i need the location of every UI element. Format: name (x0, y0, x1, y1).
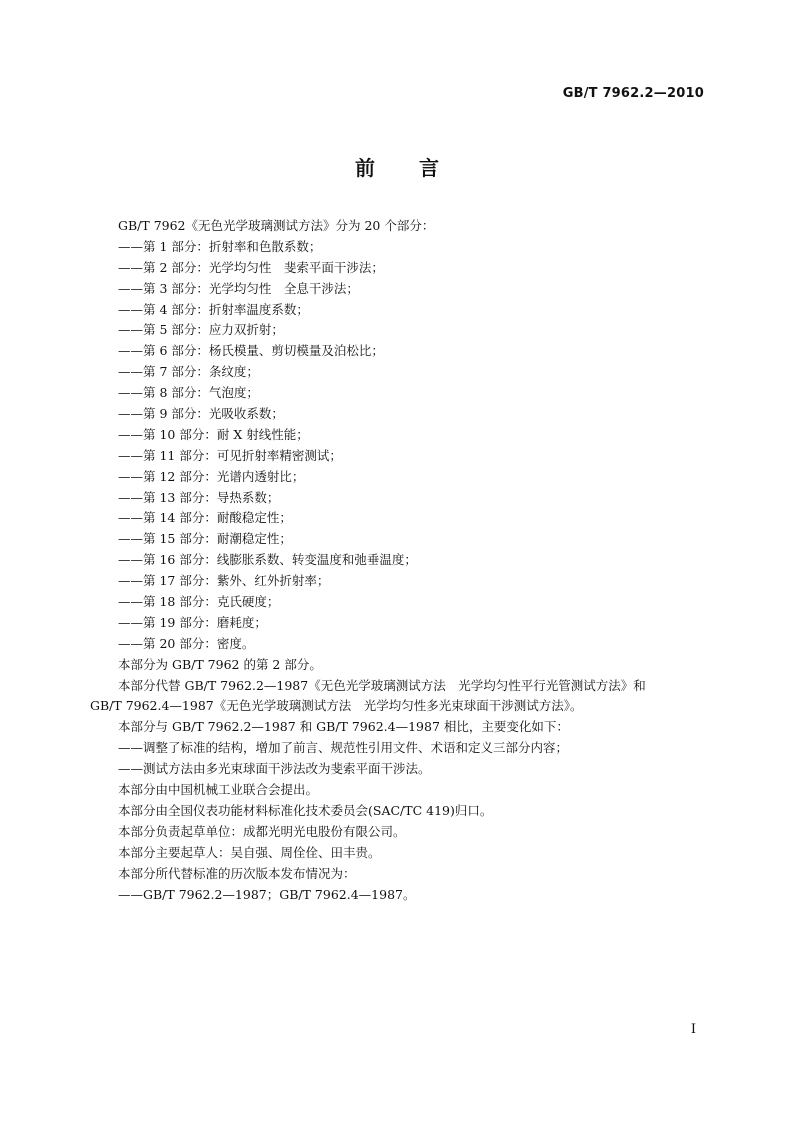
part-item: ——第 18 部分：克氏硬度； (118, 594, 280, 610)
standard-code: GB/T 7962.2—2010 (562, 86, 704, 101)
change-item: ——调整了标准的结构，增加了前言、规范性引用文件、术语和定义三部分内容； (118, 740, 569, 756)
part-item: ——第 6 部分：杨氏模量、剪切模量及泊松比； (118, 343, 384, 359)
part-item: ——第 1 部分：折射率和色散系数； (118, 238, 322, 254)
changes-intro: 本部分与 GB/T 7962.2—1987 和 GB/T 7962.4—1987 相比，主要变化如下： (118, 719, 569, 735)
part-item: ——第 3 部分：光学均匀性 全息干涉法； (118, 280, 359, 296)
title-char-2: 言 (419, 156, 439, 180)
part-item: ——第 20 部分：密度。 (118, 635, 255, 651)
part-item: ——第 8 部分：气泡度； (118, 385, 259, 401)
part-item: ——第 16 部分：线膨胀系数、转变温度和弛垂温度； (118, 552, 417, 568)
part-item: ——第 10 部分：耐 X 射线性能； (118, 426, 309, 442)
drafters-statement: 本部分主要起草人：吴自强、周佺佺、田丰贵。 (118, 844, 381, 860)
page-number: I (690, 1022, 696, 1037)
foreword-body (90, 216, 708, 905)
part-item: ——第 17 部分：紫外、红外折射率； (118, 573, 330, 589)
part-item: ——第 15 部分：耐潮稳定性； (118, 531, 292, 547)
replaces-statement-line-2: GB/T 7962.4—1987《无色光学玻璃测试方法 光学均匀性多光束球面干涉测试方法》。 (90, 698, 583, 714)
part-statement: 本部分为 GB/T 7962 的第 2 部分。 (118, 656, 322, 672)
part-item: ——第 4 部分：折射率温度系数； (118, 301, 309, 317)
title-char-1: 前 (355, 156, 375, 180)
part-item: ——第 2 部分：光学均匀性 斐索平面干涉法； (118, 259, 384, 275)
part-item: ——第 14 部分：耐酸稳定性； (118, 510, 292, 526)
committee-statement: 本部分由全国仪表功能材料标准化技术委员会(SAC/TC 419)归口。 (118, 802, 493, 818)
proposer-statement: 本部分由中国机械工业联合会提出。 (118, 782, 319, 798)
history-item: ——GB/T 7962.2—1987；GB/T 7962.4—1987。 (118, 886, 416, 902)
part-item: ——第 13 部分：导热系数； (118, 489, 280, 505)
replaces-statement-line-1: 本部分代替 GB/T 7962.2—1987《无色光学玻璃测试方法 光学均匀性平行光管测试方法》和 (118, 677, 646, 693)
change-item: ——测试方法由多光束球面干涉法改为斐索平面干涉法。 (118, 761, 431, 777)
intro-paragraph: GB/T 7962《无色光学玻璃测试方法》分为 20 个部分： (118, 218, 435, 233)
page-title (0, 152, 794, 181)
part-item: ——第 11 部分：可见折射率精密测试； (118, 447, 342, 463)
part-item: ——第 19 部分：磨耗度； (118, 614, 267, 630)
part-item: ——第 5 部分：应力双折射； (118, 322, 284, 338)
part-item: ——第 12 部分：光谱内透射比； (118, 468, 305, 484)
part-item: ——第 7 部分：条纹度； (118, 364, 259, 380)
drafting-unit-statement: 本部分负责起草单位：成都光明光电股份有限公司。 (118, 823, 406, 839)
part-item: ——第 9 部分：光吸收系数； (118, 406, 284, 422)
history-intro: 本部分所代替标准的历次版本发布情况为： (118, 865, 356, 881)
